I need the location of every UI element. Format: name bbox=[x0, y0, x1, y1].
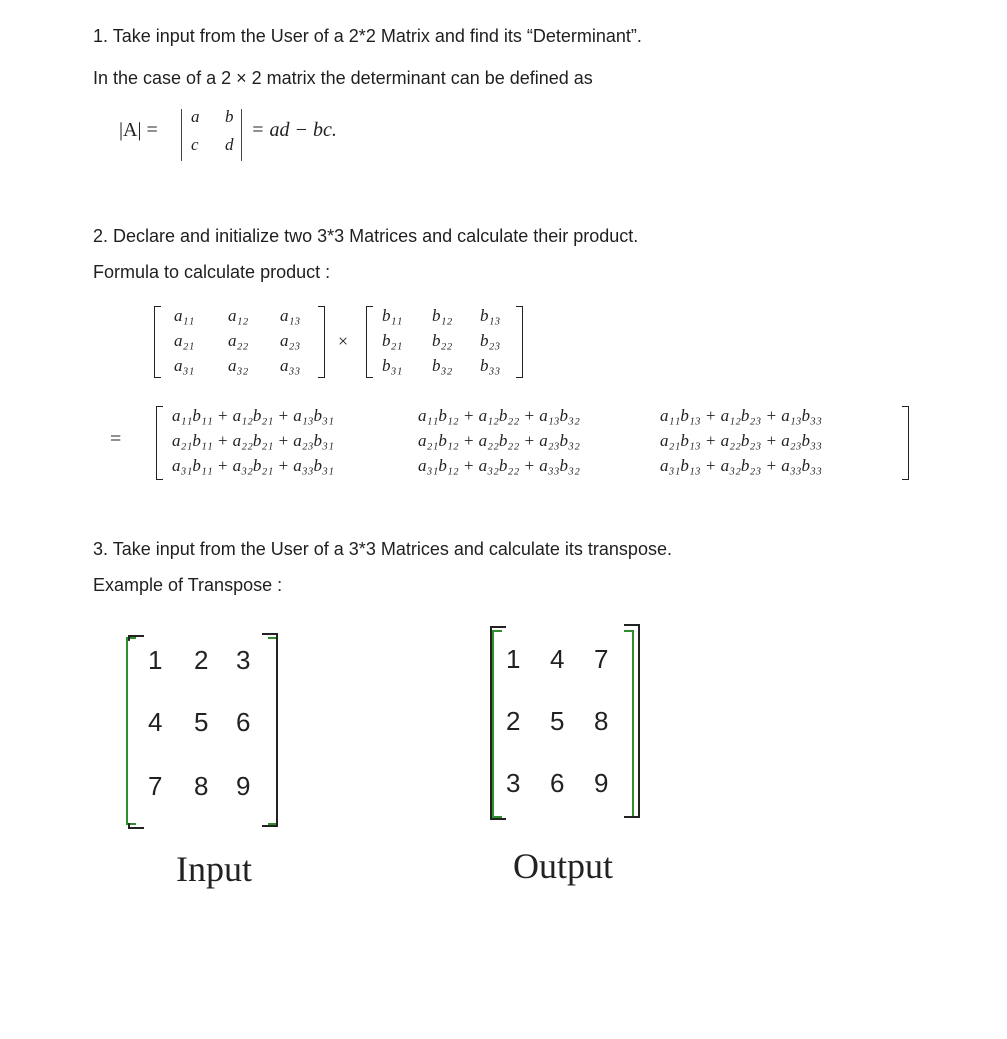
det-cell-b: b bbox=[225, 107, 234, 126]
product-right-bracket bbox=[902, 406, 909, 480]
matrix-a-cell: a₃₂ bbox=[228, 356, 249, 375]
input-left-bracket-green bbox=[126, 637, 136, 825]
determinant-formula bbox=[115, 103, 375, 163]
input-cell: 4 bbox=[148, 707, 163, 737]
matrix-a-cell: a₃₁ bbox=[174, 356, 195, 375]
matrix-b-cell: b₂₁ bbox=[382, 331, 403, 350]
matrix-b-cell: b₁₃ bbox=[480, 306, 501, 325]
input-cell: 9 bbox=[236, 771, 251, 801]
matrix-b-cell: b₂₂ bbox=[432, 331, 453, 350]
matrix-b-cell: b₃₂ bbox=[432, 356, 453, 375]
input-cell: 2 bbox=[194, 645, 209, 675]
output-cell: 3 bbox=[506, 768, 521, 798]
q3-intro: Example of Transpose : bbox=[93, 575, 283, 595]
product-cell: a₃₁b₁₂ + a₃₂b₂₂ + a₃₃b₃₂ bbox=[418, 456, 580, 475]
det-cell-d: d bbox=[225, 135, 234, 154]
matrix-b-right-bracket bbox=[516, 306, 523, 378]
determinant-lhs: |A| = bbox=[119, 119, 158, 141]
determinant-rhs: = ad − bc. bbox=[251, 119, 337, 141]
output-cell: 7 bbox=[594, 644, 609, 674]
input-cell: 3 bbox=[236, 645, 251, 675]
output-caption: Output bbox=[513, 846, 614, 886]
determinant-right-bar bbox=[241, 109, 242, 161]
matrix-a-cell: a₂₁ bbox=[174, 331, 195, 350]
matrix-a-left-bracket bbox=[154, 306, 161, 378]
q2-heading: 2. Declare and initialize two 3*3 Matrices and calculate their product. bbox=[93, 226, 639, 246]
matrix-b-cell: b₃₃ bbox=[480, 356, 501, 375]
product-cell: a₁₁b₁₂ + a₁₂b₂₂ + a₁₃b₃₂ bbox=[418, 406, 580, 425]
matrix-b-cell: b₃₁ bbox=[382, 356, 403, 375]
matrix-product-inputs bbox=[140, 300, 540, 380]
input-cell: 6 bbox=[236, 707, 251, 737]
output-left-bracket-green bbox=[492, 630, 502, 818]
transpose-output-matrix bbox=[484, 618, 654, 823]
input-caption: Input bbox=[176, 849, 252, 889]
det-cell-c: c bbox=[191, 135, 199, 154]
product-cell: a₃₁b₁₁ + a₃₂b₂₁ + a₃₃b₃₁ bbox=[172, 456, 334, 475]
output-right-bracket-green bbox=[624, 630, 634, 818]
output-cell: 8 bbox=[594, 706, 609, 736]
matrix-a-cell: a₁₂ bbox=[228, 306, 249, 325]
output-cell: 2 bbox=[506, 706, 521, 736]
matrix-a-right-bracket bbox=[318, 306, 325, 378]
matrix-product-result bbox=[100, 398, 920, 480]
matrix-a-cell: a₂₃ bbox=[280, 331, 301, 350]
matrix-a-cell: a₃₃ bbox=[280, 356, 301, 375]
product-cell: a₂₁b₁₃ + a₂₂b₂₃ + a₂₃b₃₃ bbox=[660, 431, 822, 450]
output-cell: 5 bbox=[550, 706, 565, 736]
q1-intro: In the case of a 2 × 2 matrix the determinant can be defined as bbox=[93, 68, 593, 88]
equals-sign: = bbox=[110, 428, 122, 450]
q1-heading: 1. Take input from the User of a 2*2 Matrix and find its “Determinant”. bbox=[93, 26, 642, 46]
product-cell: a₁₁b₁₃ + a₁₂b₂₃ + a₁₃b₃₃ bbox=[660, 406, 822, 425]
matrix-b-cell: b₁₂ bbox=[432, 306, 453, 325]
product-left-bracket bbox=[156, 406, 163, 480]
matrix-a-cell: a₁₁ bbox=[174, 306, 195, 325]
product-cell: a₁₁b₁₁ + a₁₂b₂₁ + a₁₃b₃₁ bbox=[172, 406, 334, 425]
matrix-b-cell: b₁₁ bbox=[382, 306, 403, 325]
input-cell: 1 bbox=[148, 645, 163, 675]
product-cell: a₃₁b₁₃ + a₃₂b₂₃ + a₃₃b₃₃ bbox=[660, 456, 822, 475]
output-cell: 4 bbox=[550, 644, 565, 674]
input-cell: 5 bbox=[194, 707, 209, 737]
input-cell: 8 bbox=[194, 771, 209, 801]
det-cell-a: a bbox=[191, 107, 200, 126]
matrix-b-cell: b₂₃ bbox=[480, 331, 501, 350]
determinant-left-bar bbox=[181, 109, 182, 161]
product-cell: a₂₁b₁₁ + a₂₂b₂₁ + a₂₃b₃₁ bbox=[172, 431, 334, 450]
product-cell: a₂₁b₁₂ + a₂₂b₂₂ + a₂₃b₃₂ bbox=[418, 431, 580, 450]
transpose-input-matrix bbox=[120, 625, 290, 830]
output-cell: 9 bbox=[594, 768, 609, 798]
input-cell: 7 bbox=[148, 771, 163, 801]
matrix-b-left-bracket bbox=[366, 306, 373, 378]
times-sign: × bbox=[338, 331, 349, 351]
q3-heading: 3. Take input from the User of a 3*3 Matrices and calculate its transpose. bbox=[93, 539, 672, 559]
matrix-a-cell: a₁₃ bbox=[280, 306, 301, 325]
q2-intro: Formula to calculate product : bbox=[93, 262, 331, 282]
output-cell: 6 bbox=[550, 768, 565, 798]
matrix-a-cell: a₂₂ bbox=[228, 331, 249, 350]
output-cell: 1 bbox=[506, 644, 521, 674]
